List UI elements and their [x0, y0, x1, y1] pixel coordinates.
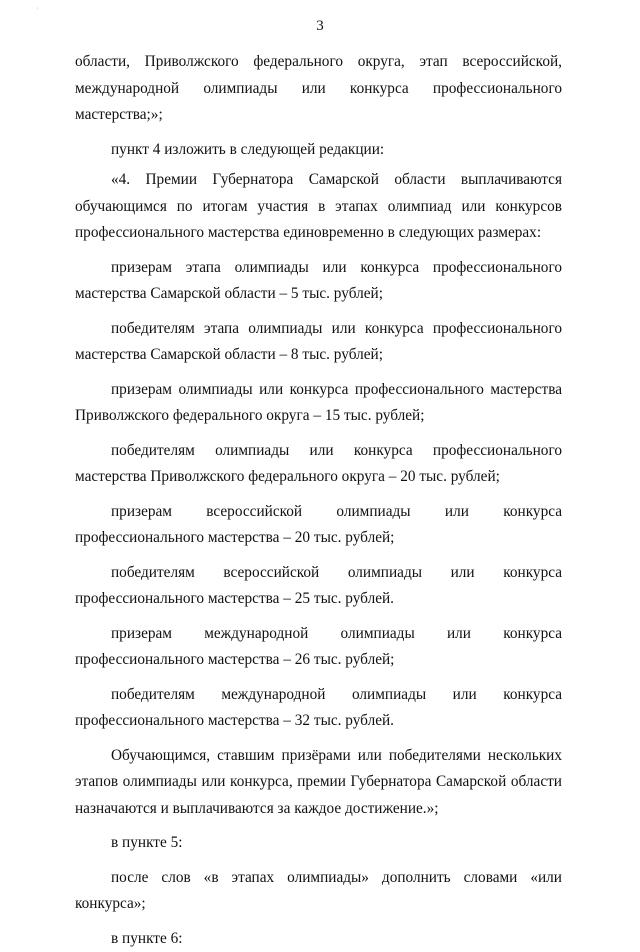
paragraph-clause-4-text: «4. Премии Губернатора Самарской области выплачиваются обучающимся по итогам участия в этапах олимпиад или конкурсов профессионального мастерства единовременно в следующих размерах: [75, 167, 562, 247]
paragraph-prize-1: призерам этапа олимпиады или конкурса профессионального мастерства Самарской области – 5 тыс. рублей; [75, 255, 562, 308]
paragraph-prize-8: победителям международной олимпиады или конкурса профессионального мастерства – 32 тыс. рублей. [75, 682, 562, 735]
paragraph-multiple-awards: Обучающимся, ставшим призёрами или победителями нескольких этапов олимпиады или конкурса, премии Губернатора Самарской области назначаются и выплачиваются за каждое достижение.»; [75, 743, 562, 823]
page-number: 3 [0, 18, 640, 35]
document-body [75, 49, 562, 952]
paragraph-prize-4: победителям олимпиады или конкурса профессионального мастерства Приволжского федерального округа – 20 тыс. рублей; [75, 438, 562, 491]
paragraph-prize-7: призерам международной олимпиады или конкурса профессионального мастерства – 26 тыс. рублей; [75, 621, 562, 674]
paragraph-continuation: области, Приволжского федерального округа, этап всероссийской, международной олимпиады или конкурса профессионального мастерства;»; [75, 49, 562, 129]
paragraph-clause-6: в пункте 6: [75, 926, 562, 952]
scan-mark: ˙ [36, 8, 42, 14]
paragraph-prize-2: победителям этапа олимпиады или конкурса профессионального мастерства Самарской области – 8 тыс. рублей; [75, 316, 562, 369]
paragraph-prize-3: призерам олимпиады или конкурса профессионального мастерства Приволжского федерального округа – 15 тыс. рублей; [75, 377, 562, 430]
paragraph-prize-6: победителям всероссийской олимпиады или конкурса профессионального мастерства – 25 тыс. рублей. [75, 560, 562, 613]
paragraph-clause-5-text: после слов «в этапах олимпиады» дополнить словами «или конкурса»; [75, 865, 562, 918]
paragraph-clause-5: в пункте 5: [75, 830, 562, 857]
paragraph-clause-4-intro: пункт 4 изложить в следующей редакции: [75, 137, 562, 164]
paragraph-prize-5: призерам всероссийской олимпиады или конкурса профессионального мастерства – 20 тыс. рублей; [75, 499, 562, 552]
